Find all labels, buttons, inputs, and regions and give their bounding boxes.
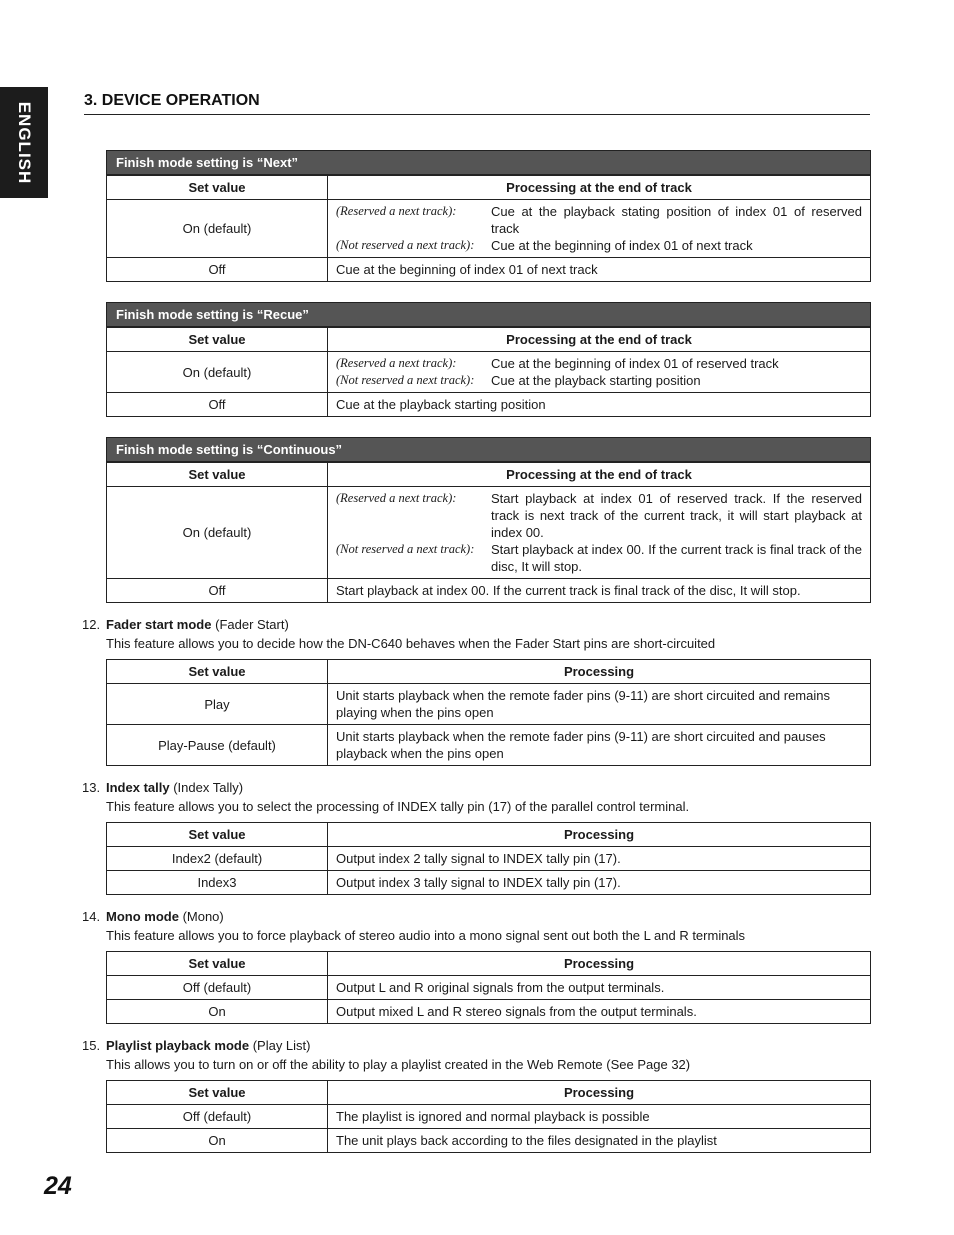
fader-start-table (106, 659, 871, 766)
language-tab-label: ENGLISH (15, 101, 34, 184)
item-number: 15. (82, 1038, 101, 1053)
table-row (107, 847, 871, 871)
column-header-processing: Processing (328, 823, 871, 847)
item-title: Fader start mode (106, 617, 212, 632)
processing-cell: Cue at the beginning of index 01 of next track (328, 258, 871, 282)
condition-label: (Not reserved a next track): (336, 238, 475, 252)
set-value-cell: On (107, 1129, 328, 1153)
table-row (107, 487, 871, 579)
table-row (107, 1105, 871, 1129)
item-number: 12. (82, 617, 101, 632)
table-caption: Finish mode setting is “Continuous” (107, 438, 871, 463)
set-value-cell: Index2 (default) (107, 847, 328, 871)
column-header-processing: Processing at the end of track (328, 175, 871, 200)
set-value-cell: Off (default) (107, 1105, 328, 1129)
table-caption: Finish mode setting is “Next” (107, 151, 871, 176)
column-header-set-value: Set value (107, 823, 328, 847)
table-row (107, 725, 871, 766)
finish-next-table (106, 150, 871, 282)
condition-text: Cue at the playback starting position (491, 373, 701, 388)
condition-text: Cue at the beginning of index 01 of reserved track (491, 356, 779, 371)
column-header-set-value: Set value (107, 660, 328, 684)
item-description: This allows you to turn on or off the ability to play a playlist created in the Web Remote (See Page 32) (106, 1057, 691, 1072)
processing-cell: Output index 2 tally signal to INDEX tally pin (17). (328, 847, 871, 871)
section-title: 3. DEVICE OPERATION (84, 92, 260, 109)
processing-cell (328, 200, 871, 258)
item-title: Mono mode (106, 909, 179, 924)
column-header-processing: Processing (328, 952, 871, 976)
set-value-cell: Off (107, 579, 328, 603)
table-row (107, 1000, 871, 1024)
processing-cell: The playlist is ignored and normal playback is possible (328, 1105, 871, 1129)
column-header-set-value: Set value (107, 327, 328, 352)
playlist-mode-table (106, 1080, 871, 1153)
set-value-cell: Play-Pause (default) (107, 725, 328, 766)
set-value-cell: Off (107, 258, 328, 282)
item-number: 13. (82, 780, 101, 795)
item-subtitle: (Fader Start) (215, 617, 289, 632)
finish-continuous-table (106, 437, 871, 603)
setting-item-playlist-mode (82, 1036, 870, 1153)
set-value-cell: Play (107, 684, 328, 725)
table-row (107, 393, 871, 417)
condition-label: (Reserved a next track): (336, 491, 457, 505)
table-row (107, 258, 871, 282)
index-tally-table (106, 822, 871, 895)
item-description: This feature allows you to force playback of stereo audio into a mono signal sent out both the L and R terminals (106, 928, 746, 943)
condition-label: (Not reserved a next track): (336, 542, 475, 556)
item-description: This feature allows you to decide how the DN-C640 behaves when the Fader Start pins are short-circuited (106, 636, 716, 651)
table-row (107, 1129, 871, 1153)
table-row (107, 871, 871, 895)
processing-cell: Unit starts playback when the remote fader pins (9-11) are short circuited and pauses playback when the pins open (328, 725, 871, 766)
item-title: Index tally (106, 780, 170, 795)
table-row (107, 976, 871, 1000)
set-value-cell: Off (default) (107, 976, 328, 1000)
item-subtitle: (Mono) (182, 909, 224, 924)
column-header-set-value: Set value (107, 1081, 328, 1105)
column-header-set-value: Set value (107, 462, 328, 487)
table-row (107, 684, 871, 725)
mono-mode-table (106, 951, 871, 1024)
condition-text: Cue at the playback stating position of index 01 of reserved track (491, 204, 862, 236)
page-number: 24 (44, 1172, 72, 1200)
column-header-processing: Processing at the end of track (328, 327, 871, 352)
processing-cell: Start playback at index 00. If the current track is final track of the disc, It will stop. (328, 579, 871, 603)
item-subtitle: (Index Tally) (173, 780, 244, 795)
setting-item-fader-start (82, 615, 870, 766)
table-row (107, 352, 871, 393)
setting-item-index-tally (82, 778, 870, 895)
condition-label: (Reserved a next track): (336, 356, 457, 370)
column-header-processing: Processing (328, 1081, 871, 1105)
set-value-cell: On (default) (107, 200, 328, 258)
processing-cell: Unit starts playback when the remote fader pins (9-11) are short circuited and remains playing when the pins open (328, 684, 871, 725)
condition-text: Cue at the beginning of index 01 of next track (491, 238, 753, 253)
processing-cell: Cue at the playback starting position (328, 393, 871, 417)
table-row (107, 200, 871, 258)
section-divider (84, 114, 870, 115)
item-number: 14. (82, 909, 101, 924)
language-tab (0, 87, 48, 198)
processing-cell: Output index 3 tally signal to INDEX tally pin (17). (328, 871, 871, 895)
item-description: This feature allows you to select the processing of INDEX tally pin (17) of the parallel control terminal. (106, 799, 690, 814)
table-row (107, 579, 871, 603)
column-header-set-value: Set value (107, 952, 328, 976)
setting-item-mono-mode (82, 907, 870, 1024)
set-value-cell: On (default) (107, 487, 328, 579)
column-header-processing: Processing (328, 660, 871, 684)
column-header-set-value: Set value (107, 175, 328, 200)
processing-cell: Output mixed L and R stereo signals from the output terminals. (328, 1000, 871, 1024)
finish-recue-table (106, 302, 871, 417)
processing-cell (328, 352, 871, 393)
item-subtitle: (Play List) (252, 1038, 311, 1053)
condition-label: (Reserved a next track): (336, 204, 457, 218)
condition-label: (Not reserved a next track): (336, 373, 475, 387)
column-header-processing: Processing at the end of track (328, 462, 871, 487)
set-value-cell: Off (107, 393, 328, 417)
item-title: Playlist playback mode (106, 1038, 250, 1053)
processing-cell (328, 487, 871, 579)
set-value-cell: On (107, 1000, 328, 1024)
table-caption: Finish mode setting is “Recue” (107, 303, 871, 328)
processing-cell: The unit plays back according to the files designated in the playlist (328, 1129, 871, 1153)
processing-cell: Output L and R original signals from the output terminals. (328, 976, 871, 1000)
page-content (82, 150, 870, 1153)
set-value-cell: On (default) (107, 352, 328, 393)
set-value-cell: Index3 (107, 871, 328, 895)
condition-text: Start playback at index 01 of reserved track. If the reserved track is next track of the current track, it will start playback at index 00. (491, 491, 862, 540)
condition-text: Start playback at index 00. If the current track is final track of the disc, It will stop. (491, 542, 862, 574)
